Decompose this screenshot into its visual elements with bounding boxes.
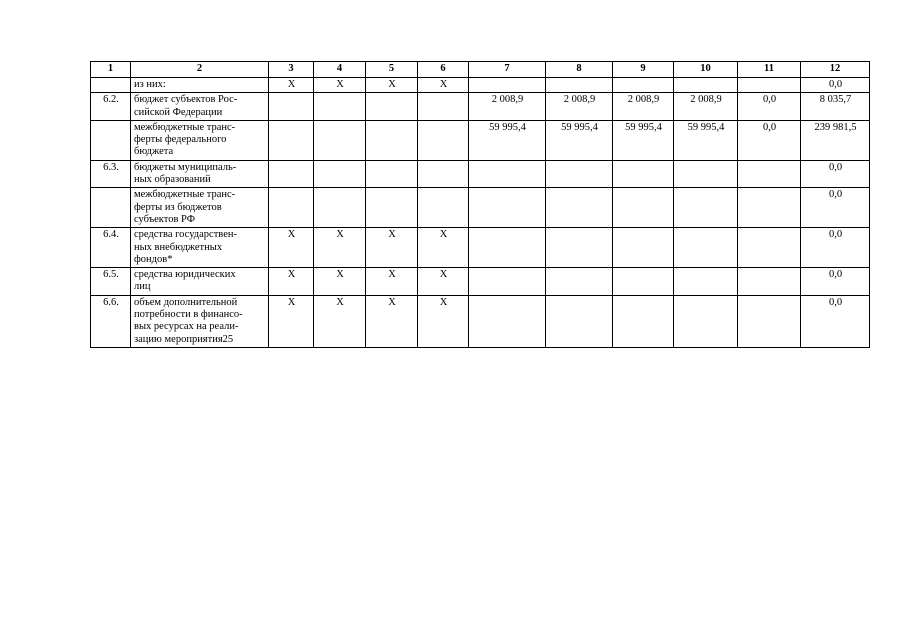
col11-value-cell <box>738 295 801 347</box>
col5-cell <box>366 160 418 188</box>
header-cell: 1 <box>91 62 131 78</box>
col8-value-cell <box>546 295 613 347</box>
col9-value-cell <box>613 228 674 268</box>
col8-value-cell: 2 008,9 <box>546 93 613 121</box>
col11-value-cell <box>738 268 801 296</box>
total-cell: 0,0 <box>801 228 870 268</box>
col3-cell: Х <box>269 268 314 296</box>
total-cell: 0,0 <box>801 160 870 188</box>
col3-cell: Х <box>269 295 314 347</box>
col8-value-cell <box>546 188 613 228</box>
row-number-cell <box>91 120 131 160</box>
col6-cell <box>418 93 469 121</box>
table-row <box>91 93 870 121</box>
col6-cell: Х <box>418 295 469 347</box>
col4-cell: Х <box>314 228 366 268</box>
header-cell: 4 <box>314 62 366 78</box>
description-cell: средства государствен- ных внебюджетных фондов* <box>131 228 269 268</box>
col5-cell: Х <box>366 78 418 93</box>
col8-value-cell <box>546 268 613 296</box>
col4-cell: Х <box>314 295 366 347</box>
col6-cell <box>418 160 469 188</box>
col11-value-cell <box>738 78 801 93</box>
col6-cell: Х <box>418 228 469 268</box>
col4-cell: Х <box>314 78 366 93</box>
col8-value-cell <box>546 78 613 93</box>
budget-table <box>90 61 870 348</box>
row-number-cell: 6.3. <box>91 160 131 188</box>
col6-cell: Х <box>418 78 469 93</box>
header-cell: 5 <box>366 62 418 78</box>
col11-value-cell <box>738 188 801 228</box>
col3-cell: Х <box>269 78 314 93</box>
col6-cell <box>418 120 469 160</box>
row-number-cell: 6.4. <box>91 228 131 268</box>
table-row <box>91 120 870 160</box>
col6-cell: Х <box>418 268 469 296</box>
row-number-cell: 6.5. <box>91 268 131 296</box>
col8-value-cell <box>546 228 613 268</box>
table-row <box>91 228 870 268</box>
col7-value-cell <box>469 268 546 296</box>
table-row <box>91 188 870 228</box>
description-cell: межбюджетные транс- ферты из бюджетов субъектов РФ <box>131 188 269 228</box>
col11-value-cell: 0,0 <box>738 93 801 121</box>
header-cell: 7 <box>469 62 546 78</box>
col10-value-cell <box>674 160 738 188</box>
col6-cell <box>418 188 469 228</box>
col7-value-cell <box>469 160 546 188</box>
header-cell: 2 <box>131 62 269 78</box>
description-cell: объем дополнительной потребности в финансо- вых ресурсах на реали- зацию мероприятия25 <box>131 295 269 347</box>
table-row <box>91 295 870 347</box>
col5-cell <box>366 188 418 228</box>
col5-cell <box>366 120 418 160</box>
col3-cell: Х <box>269 228 314 268</box>
col9-value-cell <box>613 268 674 296</box>
row-number-cell: 6.2. <box>91 93 131 121</box>
col7-value-cell: 59 995,4 <box>469 120 546 160</box>
col10-value-cell <box>674 78 738 93</box>
description-cell: бюджеты муниципаль- ных образований <box>131 160 269 188</box>
header-cell: 11 <box>738 62 801 78</box>
total-cell: 239 981,5 <box>801 120 870 160</box>
table-row <box>91 78 870 93</box>
col7-value-cell <box>469 228 546 268</box>
col11-value-cell <box>738 160 801 188</box>
col10-value-cell: 2 008,9 <box>674 93 738 121</box>
col8-value-cell <box>546 160 613 188</box>
total-cell: 0,0 <box>801 268 870 296</box>
row-number-cell <box>91 188 131 228</box>
total-cell: 0,0 <box>801 78 870 93</box>
col5-cell: Х <box>366 268 418 296</box>
col10-value-cell <box>674 188 738 228</box>
col3-cell <box>269 160 314 188</box>
col5-cell <box>366 93 418 121</box>
col10-value-cell <box>674 295 738 347</box>
col9-value-cell <box>613 295 674 347</box>
col5-cell: Х <box>366 295 418 347</box>
col4-cell <box>314 93 366 121</box>
col4-cell: Х <box>314 268 366 296</box>
col10-value-cell <box>674 228 738 268</box>
table-row <box>91 268 870 296</box>
header-cell: 6 <box>418 62 469 78</box>
col9-value-cell <box>613 78 674 93</box>
header-cell: 12 <box>801 62 870 78</box>
header-cell: 3 <box>269 62 314 78</box>
header-row <box>91 62 870 78</box>
table-body <box>91 62 870 348</box>
col3-cell <box>269 188 314 228</box>
col4-cell <box>314 188 366 228</box>
table-row <box>91 160 870 188</box>
col4-cell <box>314 120 366 160</box>
col3-cell <box>269 93 314 121</box>
col3-cell <box>269 120 314 160</box>
col9-value-cell: 59 995,4 <box>613 120 674 160</box>
header-cell: 8 <box>546 62 613 78</box>
col7-value-cell <box>469 78 546 93</box>
col4-cell <box>314 160 366 188</box>
description-cell: межбюджетные транс- ферты федерального бюджета <box>131 120 269 160</box>
total-cell: 0,0 <box>801 188 870 228</box>
header-cell: 9 <box>613 62 674 78</box>
col9-value-cell: 2 008,9 <box>613 93 674 121</box>
col5-cell: Х <box>366 228 418 268</box>
col10-value-cell: 59 995,4 <box>674 120 738 160</box>
col11-value-cell: 0,0 <box>738 120 801 160</box>
col9-value-cell <box>613 160 674 188</box>
description-cell: из них: <box>131 78 269 93</box>
col10-value-cell <box>674 268 738 296</box>
col7-value-cell: 2 008,9 <box>469 93 546 121</box>
description-cell: средства юридических лиц <box>131 268 269 296</box>
col7-value-cell <box>469 295 546 347</box>
description-cell: бюджет субъектов Рос- сийской Федерации <box>131 93 269 121</box>
header-cell: 10 <box>674 62 738 78</box>
row-number-cell <box>91 78 131 93</box>
col8-value-cell: 59 995,4 <box>546 120 613 160</box>
row-number-cell: 6.6. <box>91 295 131 347</box>
col11-value-cell <box>738 228 801 268</box>
total-cell: 8 035,7 <box>801 93 870 121</box>
total-cell: 0,0 <box>801 295 870 347</box>
col9-value-cell <box>613 188 674 228</box>
col7-value-cell <box>469 188 546 228</box>
